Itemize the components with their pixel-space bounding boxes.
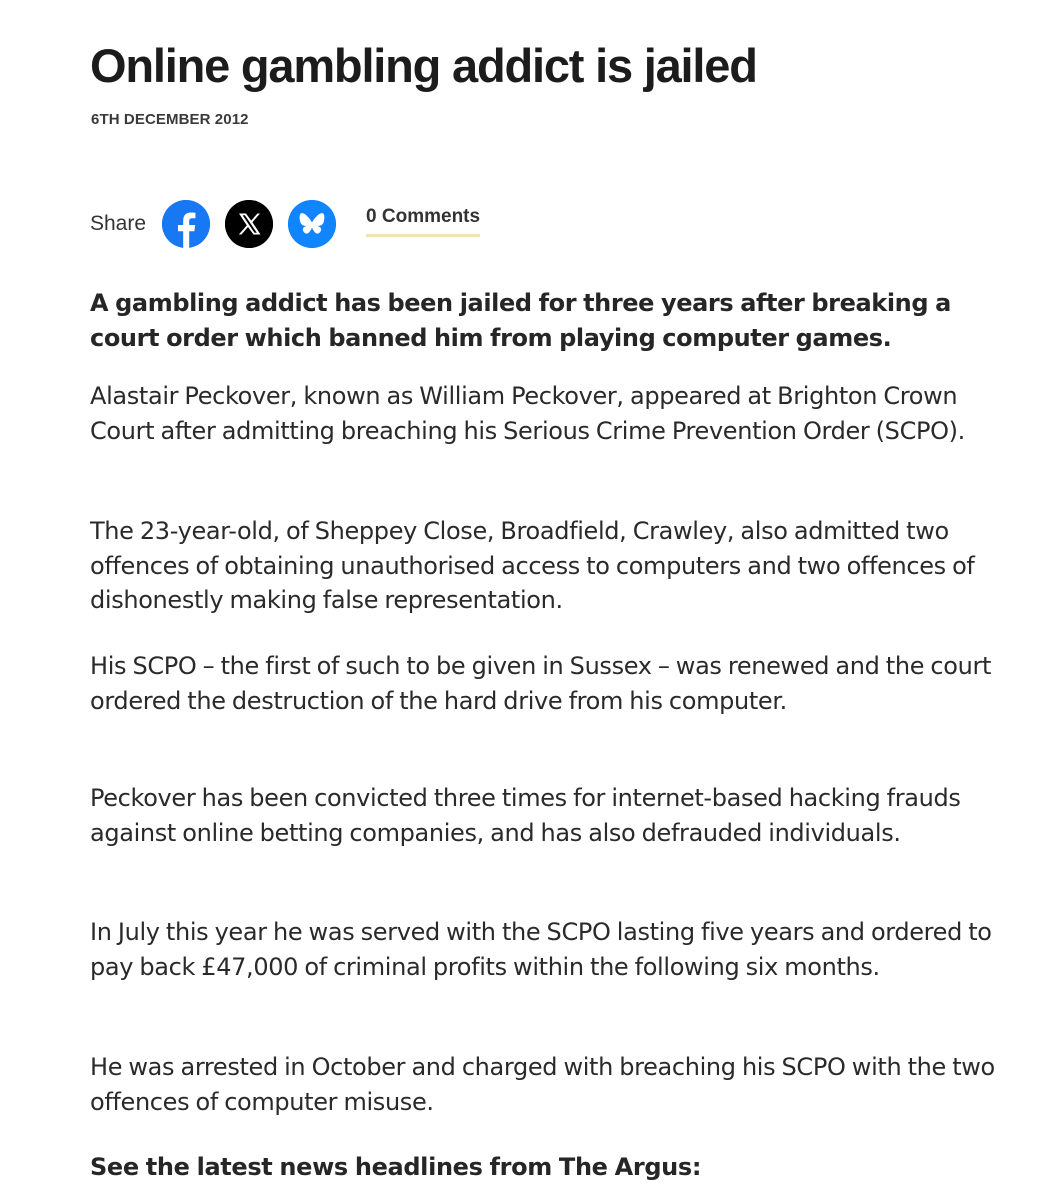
article-paragraph: In July this year he was served with the SCPO lasting five years and ordered to pay back £47,000 of criminal profits within the following six months.: [90, 918, 992, 981]
x-share-button[interactable]: [225, 200, 273, 248]
article-paragraph: Alastair Peckover, known as William Peckover, appeared at Brighton Crown Court after admitting breaching his Serious Crime Prevention Order (SCPO).: [90, 382, 965, 445]
latest-news-heading: See the latest news headlines from The Argus:: [90, 1153, 702, 1181]
facebook-icon: [162, 200, 210, 248]
facebook-share-button[interactable]: [162, 200, 210, 248]
article-paragraph: The 23-year-old, of Sheppey Close, Broadfield, Crawley, also admitted two offences of obtaining unauthorised access to computers and two offences of dishonestly making false representation.: [90, 517, 975, 614]
headline: Online gambling addict is jailed: [90, 39, 757, 92]
publish-date: 6TH DECEMBER 2012: [91, 111, 249, 128]
bluesky-icon: [288, 200, 336, 248]
article-paragraph: Peckover has been convicted three times for internet-based hacking frauds against online betting companies, and has also defrauded individuals.: [90, 784, 961, 847]
article-paragraph: His SCPO – the first of such to be given in Sussex – was renewed and the court ordered the destruction of the hard drive from his computer.: [90, 652, 992, 715]
article-lead: A gambling addict has been jailed for three years after breaking a court order which banned him from playing computer games.: [90, 289, 951, 352]
share-bar: [90, 197, 480, 251]
x-icon: [225, 200, 273, 248]
comments-link[interactable]: 0 Comments: [366, 206, 480, 237]
share-label: Share: [90, 212, 147, 235]
bluesky-share-button[interactable]: [288, 200, 336, 248]
article-paragraph: He was arrested in October and charged with breaching his SCPO with the two offences of computer misuse.: [90, 1053, 995, 1116]
